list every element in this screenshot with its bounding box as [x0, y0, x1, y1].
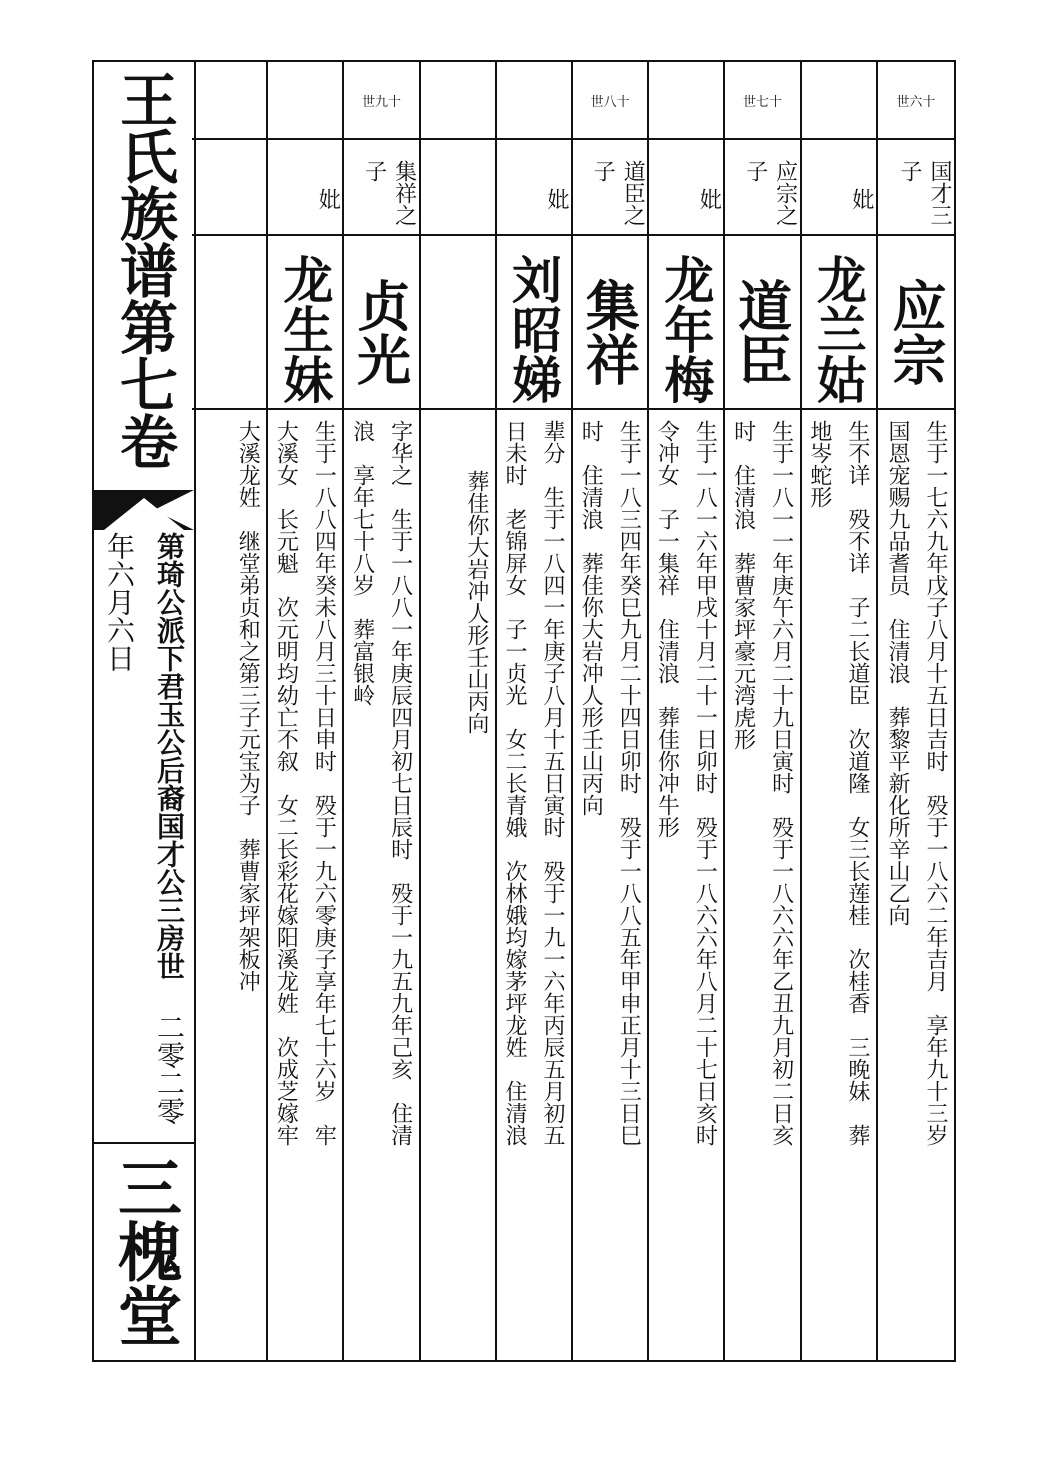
person-column-5 — [573, 62, 649, 1360]
person-name: 刘昭娣 — [497, 236, 571, 410]
person-name: 龙兰姑 — [802, 236, 876, 410]
person-bio: 生于一八三四年癸巳九月二十四日卯时 殁于一八八五年甲申正月十三日巳 时 住清浪 葬佳你大岩冲人形壬山丙向 — [578, 420, 642, 1146]
person-bio: 生于一八一一年庚午六月二十九日寅时 殁于一八六六年乙丑九月初二日亥 时 住清浪 葬曹家坪豪元湾虎形 — [730, 420, 794, 1146]
person-name — [192, 236, 266, 410]
person-name: 道臣 — [725, 236, 799, 410]
relation-label: 妣 — [497, 140, 571, 236]
generation-label: 世九十 — [344, 62, 418, 140]
subtitle-block — [94, 532, 194, 1132]
person-name: 应宗 — [878, 236, 954, 410]
person-bio-continuation: 葬佳你大岩冲人形壬山丙向 — [463, 470, 489, 734]
branch-line: 第琦公派下君玉公后裔国才公三房世 — [153, 532, 186, 980]
relation-label — [192, 140, 266, 236]
person-bio: 生不详 殁不详 子二长道臣 次道隆 女三长莲桂 次桂香 三晚妹 葬 地岑蛇形 — [806, 420, 870, 1146]
person-bio: 生于一八一六年甲戌十月二十一日卯时 殁于一八六六年八月二十七日亥时 令冲女 子一集祥 住清浪 葬佳你冲牛形 — [654, 420, 718, 1146]
title-divider — [94, 490, 194, 530]
person-name: 龙年梅 — [649, 236, 723, 410]
person-name: 贞光 — [344, 236, 418, 410]
person-bio: 字华之 生于一八八一年庚辰四月初七日辰时 殁于一九五九年己亥 住清 浪 享年七十八岁 葬富银岭 — [349, 420, 413, 1146]
person-name: 集祥 — [573, 236, 647, 410]
relation-label: 妣 — [268, 140, 342, 236]
relation-label: 妣 — [649, 140, 723, 236]
generation-label: 世六十 — [878, 62, 954, 140]
generation-label — [802, 62, 876, 140]
generation-label: 世七十 — [725, 62, 799, 140]
generation-label: 世八十 — [573, 62, 647, 140]
relation-label: 妣 — [802, 140, 876, 236]
person-name — [421, 236, 495, 410]
person-column-4 — [649, 62, 725, 1360]
person-column-7 — [421, 62, 497, 1360]
person-column-1 — [878, 62, 954, 1360]
relation-label — [421, 140, 495, 236]
genealogy-page — [92, 60, 956, 1362]
person-column-8 — [344, 62, 420, 1360]
person-column-3 — [725, 62, 801, 1360]
generation-label — [649, 62, 723, 140]
title-column — [94, 62, 196, 1360]
person-bio: 生于一八八四年癸未八月三十日申时 殁于一九六零庚子享年七十六岁 牢 大溪女 长元魁 次元明均幼亡不叙 女二长彩花嫁阳溪龙姓 次成芝嫁牢 — [273, 420, 337, 1146]
person-column-2 — [802, 62, 878, 1360]
person-bio: 生于一七六九年戊子八月十五日吉时 殁于一八六二年吉月 享年九十三岁 国恩宠赐九品耆员 住清浪 葬黎平新化所辛山乙向 — [885, 420, 948, 1146]
person-column-10 — [192, 62, 268, 1360]
person-bio: 辈分 生于一八四一年庚子八月十五日寅时 殁于一九一六年丙辰五月初五 日未时 老锦屏女 子一贞光 女二长青娥 次林娥均嫁茅坪龙姓 住清浪 — [502, 420, 565, 1146]
person-bio-continuation: 大溪龙姓 继堂弟贞和之第三子元宝为子 葬曹家坪架板冲 — [235, 420, 261, 992]
person-column-6 — [497, 62, 573, 1360]
generation-label — [268, 62, 342, 140]
person-name: 龙生妹 — [268, 236, 342, 410]
publish-date: 二零二零年六月六日 — [103, 532, 186, 1125]
hall-name: 三槐堂 — [107, 1155, 182, 1347]
person-column-9 — [268, 62, 344, 1360]
generation-label — [497, 62, 571, 140]
relation-label: 国才三子 — [878, 140, 954, 236]
relation-label: 道臣之子 — [573, 140, 647, 236]
generation-label — [421, 62, 495, 140]
relation-label: 应宗之子 — [725, 140, 799, 236]
relation-label: 集祥之子 — [344, 140, 418, 236]
hall-separator — [94, 1142, 194, 1144]
generation-label — [192, 62, 266, 140]
book-title: 王氏族谱第七卷 — [110, 70, 178, 469]
